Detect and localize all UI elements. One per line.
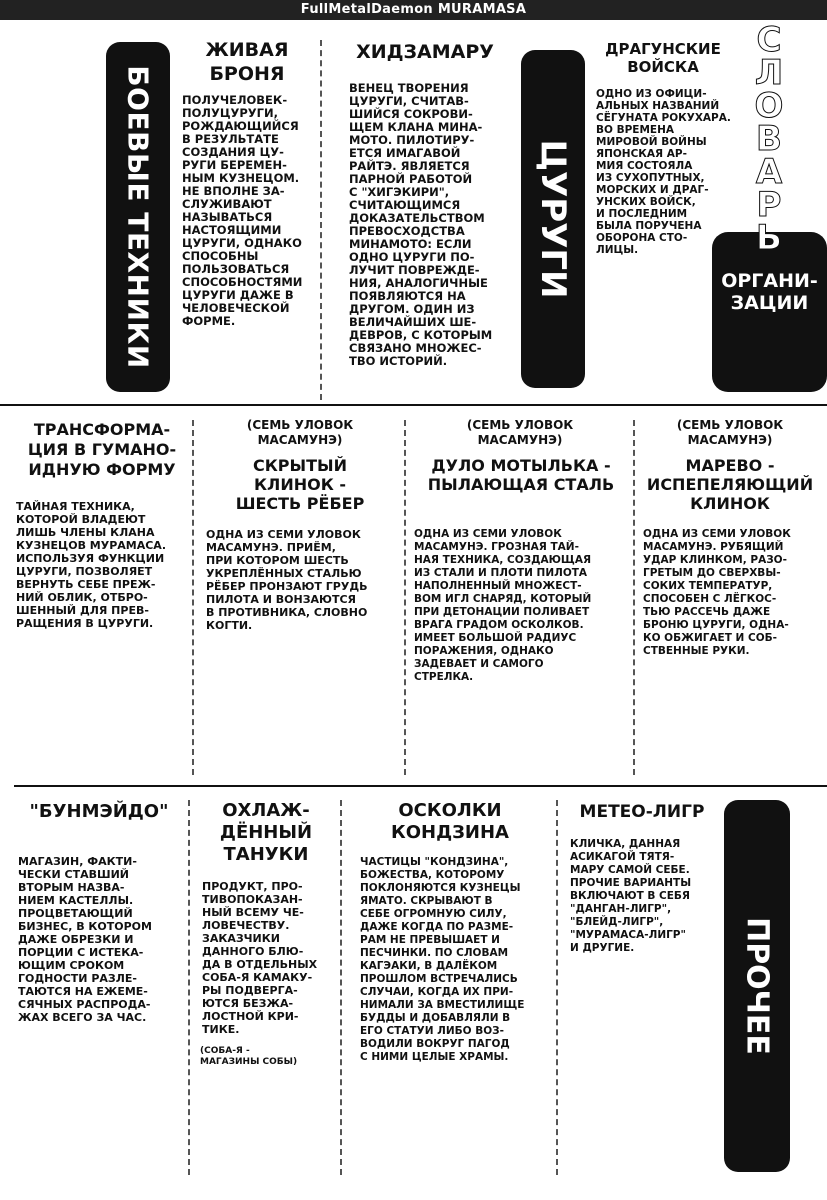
entry-text-tanuki: ПРОДУКТ, ПРО- ТИВОПОКАЗАН- НЫЙ ВСЕМУ ЧЕ- ЛОВЕЧЕСТВУ. ЗАКАЗЧИКИ ДАННОГО БЛЮ- ДА В ОТДЕЛЬНЫХ СОБА-Я КАМАКУ- РЫ ПОДВЕРГА- ЮТСЯ БЕЗЖА- ЛОСТНОЙ КРИ- ТИКЕ.: [202, 880, 318, 1036]
entry-text-mirage: ОДНА ИЗ СЕМИ УЛОВОК МАСАМУНЭ. РУБЯЩИЙ УДАР КЛИНКОМ, РАЗО- ГРЕТЫМ ДО СВЕРХВЫ- СОКИХ ТЕМПЕРАТУР, СПОСОБЕН С ЛЁГКОС- ТЬЮ РАССЕЧЬ ДАЖЕ БРОНЮ ЦУРУГИ, ОДНА- КО ОБЖИГАЕТ И СОБ- СТВЕННЫЕ РУКИ.: [643, 528, 791, 657]
dictionary-letter: Ь: [756, 218, 782, 258]
dictionary-letter: Л: [754, 53, 784, 93]
dictionary-letter: С: [756, 20, 782, 60]
column-divider: [556, 800, 558, 1175]
column-divider: [340, 800, 342, 1175]
entry-text-meteo-ligr: КЛИЧКА, ДАННАЯ АСИКАГОЙ ТЯТЯ- МАРУ САМОЙ СЕБЕ. ПРОЧИЕ ВАРИАНТЫ ВКЛЮЧАЮТ В СЕБЯ "ДАНГАН-ЛИГР", "БЛЕЙД-ЛИГР", "МУРАМАСА-ЛИГР" И ДРУГИЕ.: [570, 838, 692, 954]
entry-title-living-armor: ЖИВАЯ БРОНЯ: [205, 39, 289, 85]
entry-title-transformation: ТРАНСФОРМА- ЦИЯ В ГУМАНО- ИДНУЮ ФОРМУ: [27, 420, 177, 479]
section-label-other: [724, 800, 790, 1172]
section-label-tsurugi-text: ЦУРУГИ: [533, 139, 573, 299]
entry-text-kondzin: ЧАСТИЦЫ "КОНДЗИНА", БОЖЕСТВА, КОТОРОМУ ПОКЛОНЯЮТСЯ КУЗНЕЦЫ ЯМАТО. СКРЫВАЮТ В СЕБЕ ОГРОМНУЮ СИЛУ, ДАЖЕ КОГДА ПО РАЗМЕ- РАМ НЕ ПРЕВЫШАЕТ И ПЕСЧИНКИ. ПО СЛОВАМ КАГЭАКИ, В ДАЛЁКОМ ПРОШЛОМ ВСТРЕЧАЛИСЬ СЛУЧАИ, КОГДА ИХ ПРИ- НИМАЛИ ЗА ВМЕСТИЛИЩЕ БУДДЫ И ДОБАВЛЯЛИ В ЕГО СТАТУИ ЛИБО ВОЗ- ВОДИЛИ ВОКРУГ ПАГОД С НИМИ ЦЕЛЫЕ ХРАМЫ.: [360, 856, 525, 1063]
column-divider: [404, 420, 406, 775]
dictionary-letter: В: [756, 119, 782, 159]
section-label-organizations: ОРГАНИ- ЗАЦИИ: [712, 232, 827, 392]
dictionary-title: [749, 20, 789, 258]
entry-text-dragoons: ОДНО ИЗ ОФИЦИ- АЛЬНЫХ НАЗВАНИЙ СЁГУНАТА РОКУХАРА. ВО ВРЕМЕНА МИРОВОЙ ВОЙНЫ ЯПОНСКАЯ АР- МИЯ СОСТОЯЛА ИЗ СУХОПУТНЫХ, МОРСКИХ И ДРАГ- УНСКИХ ВОЙСК, И ПОСЛЕДНИМ БЫЛА ПОРУЧЕНА ОБОРОНА СТО- ЛИЦЫ.: [596, 88, 731, 256]
entry-title-hidden-blade: СКРЫТЫЙ КЛИНОК - ШЕСТЬ РЁБЕР: [235, 456, 365, 513]
row-divider-1: [0, 404, 827, 406]
entry-text-hidden-blade: ОДНА ИЗ СЕМИ УЛОВОК МАСАМУНЭ. ПРИЁМ, ПРИ КОТОРОМ ШЕСТЬ УКРЕПЛЁННЫХ СТАЛЬЮ РЁБЕР ПРОНЗАЮТ ГРУДЬ ПИЛОТА И ВОНЗАЮТСЯ В ПРОТИВНИКА, СЛОВНО КОГТИ.: [206, 528, 368, 632]
column-divider: [192, 420, 194, 775]
dictionary-letter: А: [755, 152, 783, 192]
entry-subtitle-mirage: (СЕМЬ УЛОВОК МАСАМУНЭ): [676, 418, 784, 447]
entry-text-transformation: ТАЙНАЯ ТЕХНИКА, КОТОРОЙ ВЛАДЕЮТ ЛИШЬ ЧЛЕНЫ КЛАНА КУЗНЕЦОВ МУРАМАСА. ИСПОЛЬЗУЯ ФУНКЦИИ ЦУРУГИ, ПОЗВОЛЯЕТ ВЕРНУТЬ СЕБЕ ПРЕЖ- НИЙ ОБЛИК, ОТБРО- ШЕННЫЙ ДЛЯ ПРЕВ- РАЩЕНИЯ В ЦУРУГИ.: [16, 500, 167, 630]
row-divider-2: [14, 785, 827, 787]
section-label-other-text: ПРОЧЕЕ: [739, 917, 775, 1055]
entry-text-moth-barrel: ОДНА ИЗ СЕМИ УЛОВОК МАСАМУНЭ. ГРОЗНАЯ ТАЙ- НАЯ ТЕХНИКА, СОЗДАЮЩАЯ ИЗ СТАЛИ И ПЛОТИ ПИЛОТА НАПОЛНЕННЫЙ МНОЖЕСТ- ВОМ ИГЛ СНАРЯД, КОТОРЫЙ ПРИ ДЕТОНАЦИИ ПОЛИВАЕТ ВРАГА ГРАДОМ ОСКОЛКОВ. ИМЕЕТ БОЛЬШОЙ РАДИУС ПОРАЖЕНИЯ, ОДНАКО ЗАДЕВАЕТ И САМОГО СТРЕЛКА.: [414, 528, 592, 683]
header-title: FullMetalDaemon MURAMASA: [300, 2, 527, 17]
entry-text-bunmeido: МАГАЗИН, ФАКТИ- ЧЕСКИ СТАВШИЙ ВТОРЫМ НАЗВА- НИЕМ КАСТЕЛЛЫ. ПРОЦВЕТАЮЩИЙ БИЗНЕС, В КОТОРОМ ДАЖЕ ОБРЕЗКИ И ПОРЦИИ С ИСТЕКА- ЮЩИМ СРОКОМ ГОДНОСТИ РАЗЛЕ- ТАЮТСЯ НА ЕЖЕМЕ- СЯЧНЫХ РАСПРОДА- ЖАХ ВСЕГО ЗА ЧАС.: [18, 855, 152, 1024]
entry-subtitle-moth-barrel: (СЕМЬ УЛОВОК МАСАМУНЭ): [466, 418, 574, 447]
entry-note-tanuki: (СОБА-Я - МАГАЗИНЫ СОБЫ): [200, 1046, 298, 1067]
entry-text-hidzamaru: ВЕНЕЦ ТВОРЕНИЯ ЦУРУГИ, СЧИТАВ- ШИЙСЯ СОКРОВИ- ЩЕМ КЛАНА МИНА- МОТО. ПИЛОТИРУ- ЕТСЯ ИМАГАВОЙ РАЙТЭ. ЯВЛЯЕТСЯ ПАРНОЙ РАБОТОЙ С "ХИГЭКИРИ", СЧИТАЮЩИМСЯ ДОКАЗАТЕЛЬСТВОМ ПРЕВОСХОДСТВА МИНАМОТО: ЕСЛИ ОДНО ЦУРУГИ ПО- ЛУЧИТ ПОВРЕЖДЕ- НИЯ, АНАЛОГИЧНЫЕ ПОЯВЛЯЮТСЯ НА ДРУГОМ. ОДИН ИЗ ВЕЛИЧАЙШИХ ШЕ- ДЕВРОВ, С КОТОРЫМ СВЯЗАНО МНОЖЕС- ТВО ИСТОРИЙ.: [349, 81, 493, 368]
header-bar: [0, 0, 827, 20]
entry-title-moth-barrel: ДУЛО МОТЫЛЬКА - ПЫЛАЮЩАЯ СТАЛЬ: [427, 456, 615, 494]
dictionary-letter: О: [754, 86, 784, 126]
column-divider: [188, 800, 190, 1175]
entry-title-dragoons: ДРАГУНСКИЕ ВОЙСКА: [605, 40, 721, 76]
entry-text-living-armor: ПОЛУЧЕЛОВЕК- ПОЛУЦУРУГИ, РОЖДАЮЩИЙСЯ В РЕЗУЛЬТАТЕ СОЗДАНИЯ ЦУ- РУГИ БЕРЕМЕН- НЫМ КУЗНЕЦОМ. НЕ ВПОЛНЕ ЗА- СЛУЖИВАЮТ НАЗЫВАТЬСЯ НАСТОЯЩИМИ ЦУРУГИ, ОДНАКО СПОСОБНЫ ПОЛЬЗОВАТЬСЯ СПОСОБНОСТЯМИ ЦУРУГИ ДАЖЕ В ЧЕЛОВЕЧЕСКОЙ ФОРМЕ.: [182, 93, 303, 328]
entry-title-meteo-ligr: МЕТЕО-ЛИГР: [579, 802, 705, 822]
section-label-combat-text: БОЕВЫЕ ТЕХНИКИ: [121, 65, 155, 369]
section-label-tsurugi: [521, 50, 585, 388]
section-label-combat: [106, 42, 170, 392]
entry-subtitle-hidden-blade: (СЕМЬ УЛОВОК МАСАМУНЭ): [246, 418, 354, 447]
entry-title-mirage: МАРЕВО - ИСПЕПЕЛЯЮЩИЙ КЛИНОК: [646, 456, 814, 513]
entry-title-hidzamaru: ХИДЗАМАРУ: [356, 41, 494, 63]
entry-title-kondzin: ОСКОЛКИ КОНДЗИНА: [391, 800, 509, 843]
column-divider: [633, 420, 635, 775]
entry-title-bunmeido: "БУНМЭЙДО": [29, 801, 169, 822]
dictionary-letter: Р: [756, 185, 782, 225]
entry-title-tanuki: ОХЛАЖ- ДЁННЫЙ ТАНУКИ: [219, 800, 313, 865]
